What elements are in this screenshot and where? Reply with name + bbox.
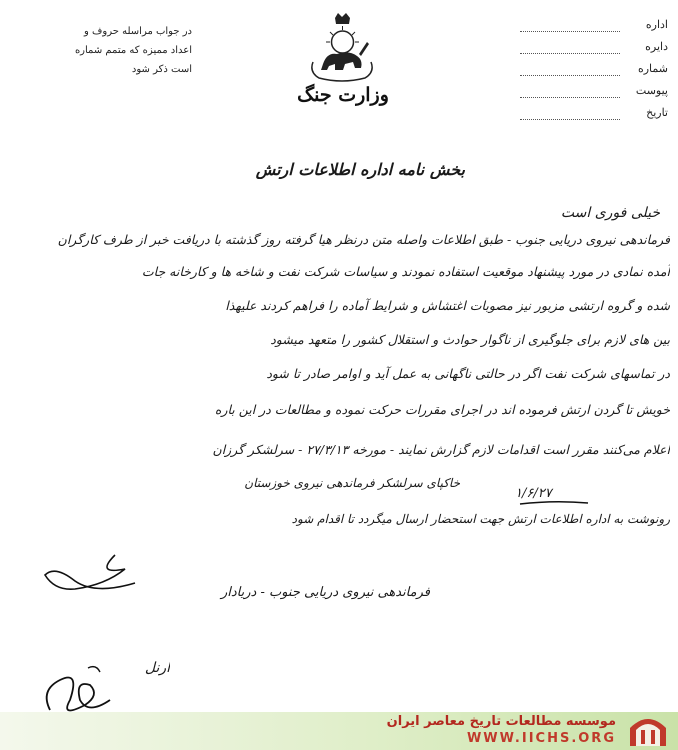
letter-body-line: آمده نمادی در مورد پیشنهاد موقعیت استفاده نمودند و سیاسات شرکت نفت و شاخه ها و کارخانه جات: [141, 264, 670, 279]
organization-url[interactable]: WWW.IICHS.ORG: [466, 731, 616, 746]
letter-body-line: فرماندهی نیروی دریایی جنوب - طبق اطلاعات واصله متن درنظر هیا گرفته روز گذشته با دریافت خبر از طرف کارگران: [57, 232, 670, 247]
field-line: [520, 97, 620, 98]
letter-body-line: اعلام می‌کنند مقرر است اقدامات لازم گزارش نمایند - مورخه ۲۷/۳/۱۳ - سرلشکر گرزان: [212, 442, 670, 457]
field-line: [520, 53, 620, 54]
signature-line: خاکپای سرلشکر فرماندهی نیروی خوزستان: [244, 476, 460, 490]
field-row: [520, 84, 668, 106]
letter-body-line: بین های لازم برای جلوگیری از ناگوار حوادث و استقلال کشور را متعهد میشود: [270, 332, 670, 347]
letterhead-fields: [520, 18, 668, 128]
letter-subject: بخش نامه اداره اطلاعات ارتش: [255, 160, 465, 179]
copy-note-line: رونوشت به اداره اطلاعات ارتش جهت استحضار ارسال میگردد تا اقدام شود: [291, 512, 670, 526]
letter-body-line: شده و گروه ارتشی مزبور نیز مصوبات اغتشاش و شرایط آماده را فراهم کردند علیهذا: [225, 298, 670, 313]
field-row: [520, 18, 668, 40]
reference-note-line: اعداد ممیزه که متمم شماره: [74, 45, 192, 56]
ministry-title: وزارت جنگ: [297, 84, 389, 106]
iichs-logo-icon: [626, 714, 670, 748]
reference-note: [74, 22, 192, 79]
field-line: [520, 31, 620, 32]
reference-note-line: در جواب مراسله حروف و: [84, 26, 192, 37]
field-line: [520, 75, 620, 76]
field-label: اداره: [645, 18, 668, 31]
letter-date: ۱/۶/۲۷: [515, 486, 552, 501]
handwritten-signature-icon: [35, 545, 145, 605]
margin-note: ارنل: [144, 660, 170, 676]
field-row: [520, 106, 668, 128]
letter-body-line: خویش تا گردن ارتش فرموده اند در اجرای مقررات حرکت نموده و مطالعات در این باره: [214, 402, 670, 417]
organization-name: موسسه مطالعات تاریخ معاصر ایران: [386, 714, 616, 729]
reference-note-line: است ذکر شود: [131, 64, 192, 75]
field-line: [520, 119, 620, 120]
field-label: تاریخ: [646, 106, 668, 119]
field-row: [520, 62, 668, 84]
field-row: [520, 40, 668, 62]
field-label: دایره: [645, 40, 668, 53]
letter-salutation: خیلی فوری است: [560, 205, 660, 221]
footer-banner: [0, 712, 678, 750]
command-signature-text: فرماندهی نیروی دریایی جنوب - دریادار: [220, 585, 430, 600]
field-label: شماره: [637, 62, 668, 75]
lion-and-sun-emblem-icon: [305, 12, 380, 84]
field-label: پیوست: [635, 84, 668, 97]
letter-body-line: در تماسهای شرکت نفت اگر در حالتی ناگهانی به عمل آید و اوامر صادر تا شود: [266, 366, 670, 381]
